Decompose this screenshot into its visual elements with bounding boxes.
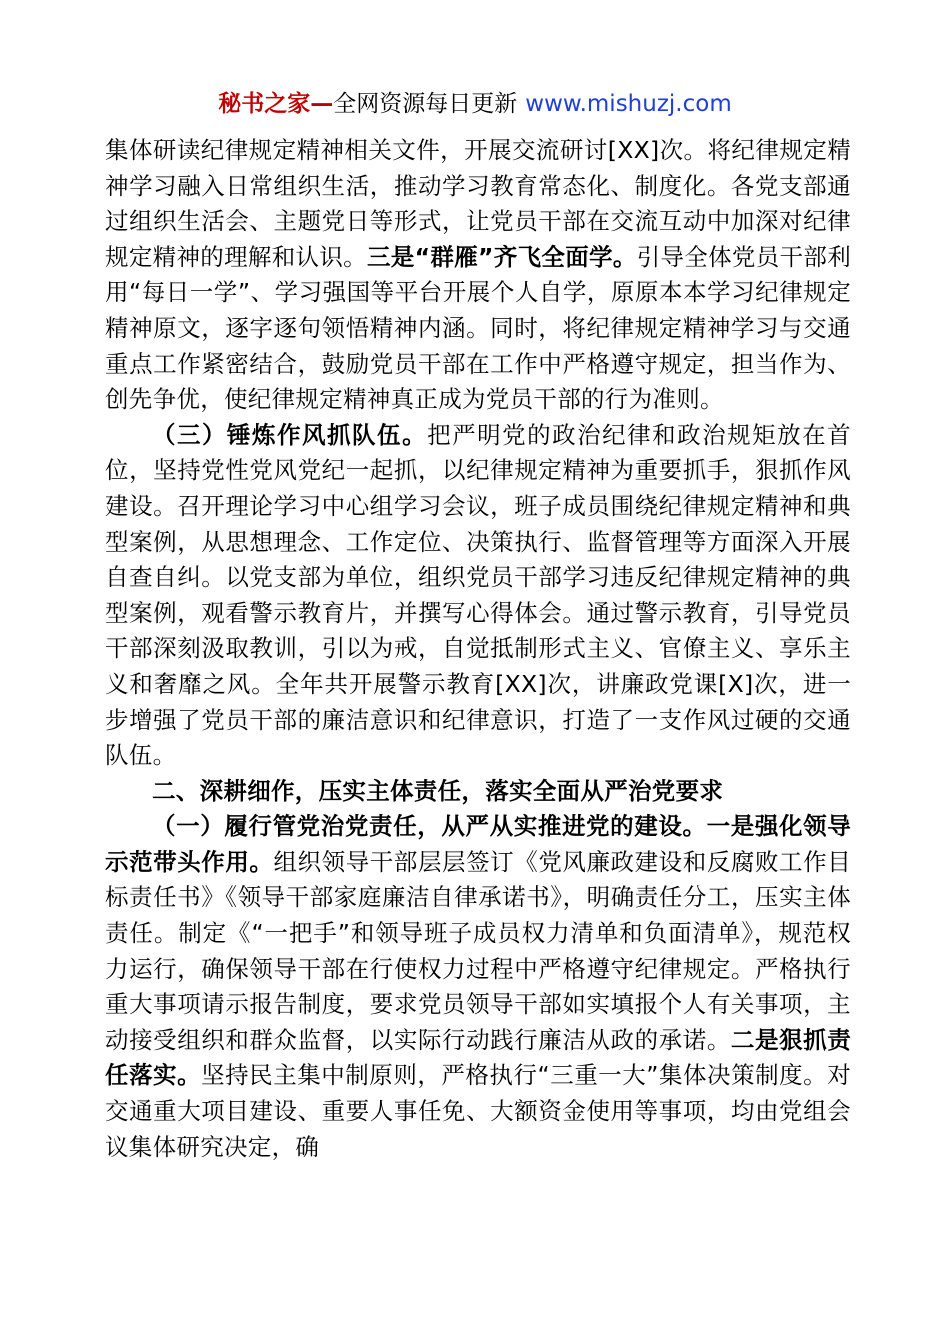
site-header [0, 86, 950, 122]
text-run: 引导全体党员干部利用“每日一学”、学习强国等平台开展个人自学，原原本本学习纪律规定精神原文，逐字逐句领悟精神内涵。同时，将纪律规定精神学习与交通重点工作紧密结合，鼓励党员干部在工作中严格遵守规定，担当作为、创先争优，使纪律规定精神真正成为党员干部的行为准则。 [105, 242, 851, 414]
paragraph [105, 774, 851, 810]
document-body [105, 133, 851, 1165]
paragraph [105, 809, 851, 1165]
text-run: 集体研读纪律规定精神相关文件，开展交流研讨[XX]次。将纪律规定精神学习融入日常组织生活，推动学习教育常态化、制度化。各党支部通过组织生活会、主题党日等形式，让党员干部在交流互动中加深对纪律规定精神的理解和认识。 [105, 136, 851, 271]
bold-heading-run: （一）履行管党治党责任，从严从实推进党的建设。一是强化领导示范带头作用。 [105, 812, 851, 876]
site-url-link[interactable]: www.mishuzj.com [525, 91, 732, 117]
header-dash: — [310, 91, 334, 117]
text-run: 把严明党的政治纪律和政治规矩放在首位，坚持党性党风党纪一起抓，以纪律规定精神为重要抓手，狠抓作风建设。召开理论学习中心组学习会议，班子成员围绕纪律规定精神和典型案例，从思想理念、工作定位、决策执行、监督管理等方面深入开展自查自纠。以党支部为单位，组织党员干部学习违反纪律规定精神的典型案例，观看警示教育片，并撰写心得体会。通过警示教育，引导党员干部深刻汲取教训，引以为戒，自觉抵制形式主义、官僚主义、享乐主义和奢靡之风。全年共开展警示教育[XX]次，讲廉政党课[X]次，进一步增强了党员干部的廉洁意识和纪律意识，打造了一支作风过硬的交通队伍。 [105, 420, 851, 770]
text-run: 坚持民主集中制原则，严格执行“三重一大”集体决策制度。对交通重大项目建设、重要人事任免、大额资金使用等事项，均由党组会议集体研究决定，确 [105, 1061, 851, 1161]
brand-name: 秘书之家 [218, 91, 311, 117]
text-run: 组织领导干部层层签订《党风廉政建设和反腐败工作目标责任书》《领导干部家庭廉洁自律承诺书》，明确责任分工，压实主体责任。制定《“一把手”和领导班子成员权力清单和负面清单》，规范权力运行，确保领导干部在行使权力过程中严格遵守纪律规定。严格执行重大事项请示报告制度，要求党员领导干部如实填报个人有关事项，主动接受组织和群众监督，以实际行动践行廉洁从政的承诺。 [105, 847, 851, 1054]
bold-heading-run: （三）锤炼作风抓队伍。 [152, 420, 428, 449]
paragraph [105, 418, 851, 774]
bold-heading-run: 二、深耕细作，压实主体责任，落实全面从严治党要求 [152, 776, 724, 805]
header-tagline: 全网资源每日更新 [333, 91, 518, 117]
bold-heading-run: 三是“群雁”齐飞全面学。 [366, 242, 637, 271]
paragraph [105, 133, 851, 418]
bold-heading-run: 二是狠抓责任落实。 [105, 1025, 851, 1090]
